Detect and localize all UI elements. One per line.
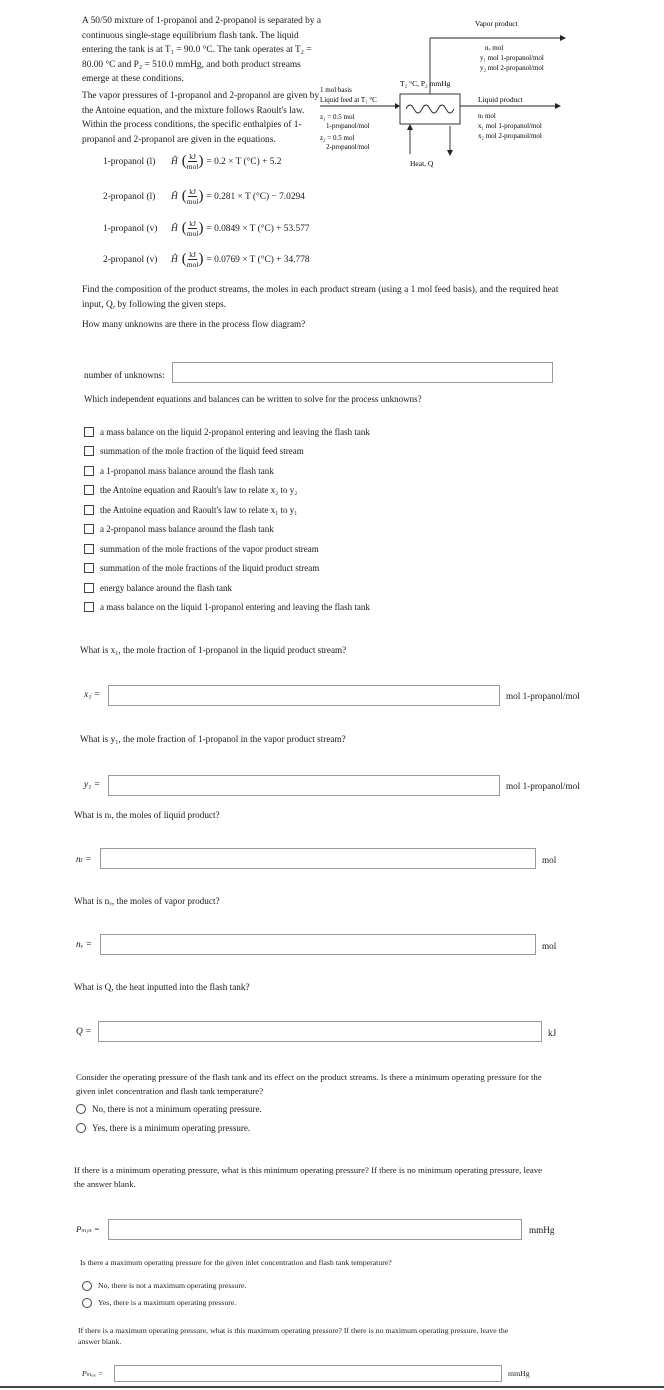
checkbox-label: summation of the mole fraction of the liquid feed stream — [100, 446, 304, 457]
unit-num: kJ — [189, 219, 196, 228]
nl-label: nₗ = — [76, 855, 92, 865]
question-nl: What is nₗ, the moles of liquid product? — [74, 810, 220, 820]
feed-line-4: 1-propanol/mol — [326, 122, 370, 130]
enthalpy-eq-1: 1-propanol (l) Ĥ ( $\frac{kJ}{\text{mol}}$ ) = 0.2 × T (°C) + 5.2 — [103, 152, 282, 171]
min-pressure-options — [76, 1099, 262, 1137]
checkbox-item[interactable] — [84, 539, 504, 559]
checkbox-label: the Antoine equation and Raoult's law to relate x₂ to y₂ — [100, 485, 298, 496]
q-unit: kJ — [548, 1028, 557, 1038]
radio-label: No, there is not a minimum operating pressure. — [92, 1103, 262, 1114]
checkbox-item[interactable] — [84, 520, 504, 540]
checkbox-item[interactable] — [84, 559, 504, 579]
nl-input[interactable] — [100, 848, 536, 869]
checkbox-item[interactable] — [84, 422, 504, 442]
pmax-label: Pₘₐₓ = — [82, 1369, 104, 1378]
eq-rhs: = 0.2 × T (°C) + 5.2 — [206, 156, 282, 167]
checkbox-item[interactable] — [84, 500, 504, 520]
q-input[interactable] — [98, 1021, 542, 1042]
checkbox-item[interactable] — [84, 442, 504, 462]
pmin-unit: mmHg — [529, 1225, 555, 1235]
feed-line-1: 1 mol basis — [320, 86, 352, 94]
checkbox-label: the Antoine equation and Raoult's law to relate x₁ to y₁ — [100, 504, 298, 515]
checkbox-label: summation of the mole fractions of the liquid product stream — [100, 563, 320, 574]
checkbox[interactable] — [84, 544, 94, 554]
eq-rhs: = 0.0769 × T (°C) + 34.778 — [206, 254, 310, 265]
x1-unit: mol 1-propanol/mol — [506, 691, 580, 701]
checkbox[interactable] — [84, 583, 94, 593]
bottom-divider — [0, 1386, 664, 1388]
checkbox-label: a 1-propanol mass balance around the flash tank — [100, 465, 274, 476]
checkbox-item[interactable] — [84, 598, 504, 618]
checkbox[interactable] — [84, 446, 94, 456]
h-symbol: Ĥ — [171, 223, 178, 234]
enthalpy-eq-3: 1-propanol (v) Ĥ ( $\frac{kJ}{\text{mol}}$ ) = 0.0849 × T (°C) + 53.577 — [103, 219, 310, 238]
unit-num: kJ — [189, 250, 196, 259]
question-y1: What is y₁, the mole fraction of 1-propanol in the vapor product stream? — [80, 734, 346, 744]
liquid-line-3: x₂ mol 2-propanol/mol — [478, 132, 542, 140]
eq-label: 2-propanol (v) — [103, 254, 158, 265]
checkbox-item[interactable] — [84, 578, 504, 598]
pmax-unit: mmHg — [508, 1369, 530, 1378]
question-equations: Which independent equations and balances can be written to solve for the process unknowns? — [84, 394, 422, 404]
heat-label: Heat, Q — [410, 159, 434, 168]
h-symbol: Ĥ — [171, 254, 178, 265]
liquid-line-1: nₗ mol — [478, 112, 496, 120]
vapor-line-2: y₁ mol 1-propanol/mol — [480, 54, 544, 62]
unit-den: mol — [186, 260, 199, 269]
y1-label: y₁ = — [84, 780, 101, 790]
unit-den: mol — [186, 197, 199, 206]
radio-option[interactable] — [82, 1294, 246, 1311]
y1-unit: mol 1-propanol/mol — [506, 781, 580, 791]
radio-option[interactable] — [76, 1099, 262, 1118]
unknowns-input[interactable] — [172, 362, 553, 383]
eq-rhs: = 0.281 × T (°C) − 7.0294 — [206, 191, 305, 202]
vapor-line-1: nᵥ mol — [485, 44, 504, 52]
checkbox-label: summation of the mole fractions of the vapor product stream — [100, 543, 319, 554]
eq-label: 2-propanol (l) — [103, 191, 156, 202]
nv-input[interactable] — [100, 934, 536, 955]
checkbox[interactable] — [84, 524, 94, 534]
process-flow-diagram — [300, 14, 570, 174]
eq-label: 1-propanol (l) — [103, 156, 156, 167]
vapor-title: Vapor product — [475, 19, 518, 28]
radio-label: Yes, there is a minimum operating pressure. — [92, 1122, 251, 1133]
checkbox-label: a 2-propanol mass balance around the flash tank — [100, 524, 274, 535]
question-pmax: If there is a maximum operating pressure, what is this maximum operating pressure? If there is no maximum operating pressure, leave the answer blank. — [78, 1326, 509, 1346]
nv-unit: mol — [542, 941, 557, 951]
problem-intro: A 50/50 mixture of 1-propanol and 2-propanol is separated by a continuous single-stage equilibrium flash tank. The liquid entering the tank is at T₁ = 90.0 °C. The tank operates at T₂ = 80.00 °C and P₂ = 510.0 mmHg, and both product streams emerge at these conditions. — [82, 16, 322, 84]
problem-intro-2: The vapor pressures of 1-propanol and 2-propanol are given by the Antoine equation, and the mixture follows Raoult's law. Within the process conditions, the specific enthalpies of 1-propanol and 2-propanol are given in the equations. — [82, 91, 320, 145]
unknowns-label: number of unknowns: — [84, 370, 165, 380]
unit-den: mol — [186, 229, 199, 238]
checkbox-item[interactable] — [84, 481, 504, 501]
tank-label: T₂ °C, P₂ mmHg — [400, 79, 451, 88]
y1-input[interactable] — [108, 775, 500, 796]
kj-per-mol — [187, 250, 199, 269]
h-symbol: Ĥ — [171, 156, 178, 167]
checkbox-label: a mass balance on the liquid 2-propanol entering and leaving the flash tank — [100, 426, 370, 437]
h-symbol: Ĥ — [171, 191, 178, 202]
liquid-line-2: x₁ mol 1-propanol/mol — [478, 122, 542, 130]
unit-num: kJ — [189, 152, 196, 161]
question-x1: What is x₁, the mole fraction of 1-propanol in the liquid product stream? — [80, 645, 347, 655]
checkbox[interactable] — [84, 466, 94, 476]
question-max-pressure: Is there a maximum operating pressure for the given inlet concentration and flash tank temperature? — [80, 1258, 392, 1267]
radio-button[interactable] — [82, 1298, 92, 1308]
checkbox[interactable] — [84, 602, 94, 612]
question-min-pressure: Consider the operating pressure of the flash tank and its effect on the product streams. Is there a minimum operating pressure for the given inlet concentration and flash tank temperature? — [76, 1072, 542, 1096]
feed-line-6: 2-propanol/mol — [326, 143, 370, 151]
radio-button[interactable] — [76, 1104, 86, 1114]
equations-checklist — [84, 422, 504, 617]
feed-line-3: z₁ = 0.5 mol — [320, 113, 355, 121]
x1-input[interactable] — [108, 685, 500, 706]
radio-option[interactable] — [82, 1277, 246, 1294]
unit-den: mol — [186, 162, 199, 171]
vapor-line-3: y₂ mol 2-propanol/mol — [480, 64, 544, 72]
enthalpy-eq-4: 2-propanol (v) Ĥ ( $\frac{kJ}{\text{mol}}$ ) = 0.0769 × T (°C) + 34.778 — [103, 250, 310, 269]
nl-unit: mol — [542, 855, 557, 865]
unit-num: kJ — [189, 187, 196, 196]
checkbox-item[interactable] — [84, 461, 504, 481]
feed-line-2: Liquid feed at T₁ °C — [320, 96, 377, 104]
radio-button[interactable] — [76, 1123, 86, 1133]
radio-option[interactable] — [76, 1118, 262, 1137]
question-pmin: If there is a minimum operating pressure, what is this minimum operating pressure? If there is no minimum operating pressure, leave the answer blank. — [74, 1165, 543, 1189]
x1-label: x₁ = — [84, 690, 101, 700]
pmax-input[interactable] — [114, 1365, 502, 1382]
radio-label: Yes, there is a maximum operating pressure. — [98, 1298, 237, 1307]
pmin-input[interactable] — [108, 1219, 522, 1240]
max-pressure-options — [82, 1277, 246, 1311]
enthalpy-eq-2: 2-propanol (l) Ĥ ( $\frac{kJ}{\text{mol}}$ ) = 0.281 × T (°C) − 7.0294 — [103, 187, 305, 206]
pmin-label: Pₘᵢₙ = — [76, 1224, 100, 1234]
radio-button[interactable] — [82, 1281, 92, 1291]
checkbox[interactable] — [84, 485, 94, 495]
checkbox-label: energy balance around the flash tank — [100, 582, 233, 593]
question-unknowns: How many unknowns are there in the process flow diagram? — [82, 319, 306, 329]
checkbox[interactable] — [84, 427, 94, 437]
radio-label: No, there is not a maximum operating pressure. — [98, 1281, 247, 1290]
eq-rhs: = 0.0849 × T (°C) + 53.577 — [206, 223, 310, 234]
feed-line-5: z₂ = 0.5 mol — [320, 134, 355, 142]
kj-per-mol — [187, 152, 199, 171]
question-nv: What is nᵥ, the moles of vapor product? — [74, 896, 220, 906]
find-instructions: Find the composition of the product streams, the moles in each product stream (using a 1 mol feed basis), and the required heat input, Q, by following the given steps. — [82, 285, 559, 310]
question-q: What is Q, the heat inputted into the flash tank? — [74, 982, 250, 992]
checkbox[interactable] — [84, 563, 94, 573]
kj-per-mol — [187, 187, 199, 206]
liquid-title: Liquid product — [478, 95, 523, 104]
q-label: Q = — [76, 1027, 92, 1037]
nv-label: nᵥ = — [76, 940, 92, 950]
kj-per-mol — [187, 219, 199, 238]
checkbox-label: a mass balance on the liquid 1-propanol entering and leaving the flash tank — [100, 602, 370, 613]
checkbox[interactable] — [84, 505, 94, 515]
eq-label: 1-propanol (v) — [103, 223, 158, 234]
